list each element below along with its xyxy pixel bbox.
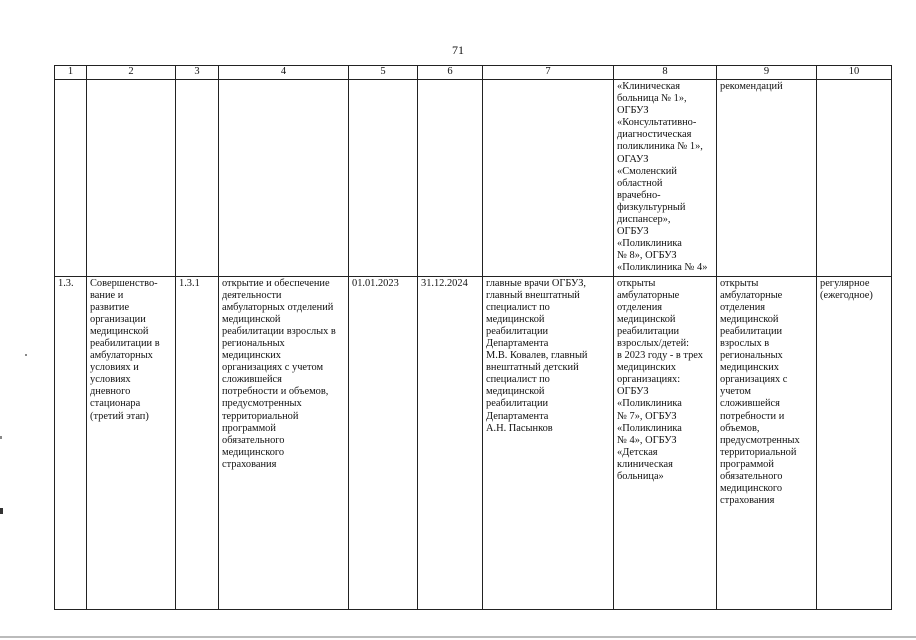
column-header: 8: [614, 66, 717, 80]
column-header: 4: [219, 66, 349, 80]
column-header: 6: [418, 66, 483, 80]
cell-result: открыты амбулаторные отделения медицинской реабилитации взрослых/детей: в 2023 году - в трех медицинских организациях: ОГБУЗ «Поликлиника № 7», ОГБУЗ «Поликлиника № 4», ОГБУЗ «Детская клиническая больница»: [614, 276, 717, 610]
cell-start-date: 01.01.2023: [349, 276, 418, 610]
cell-item-number: 1.3.1: [176, 276, 219, 610]
table-row-1-3: [55, 276, 892, 610]
cell-activity: открытие и обеспечение деятельности амбулаторных отделений медицинской реабилитации взрослых в региональных медицинских организациях с учетом сложившейся потребности и объемов, предусмотренных территориальной программой обязательного медицинского страхования: [219, 276, 349, 610]
cell-indicator: открыты амбулаторные отделения медицинской реабилитации взрослых в региональных медицинских организациях с учетом сложившейся потребности и объемов, предусмотренных территориальной программой обязательного медицинского страхования: [717, 276, 817, 610]
table-cell: [483, 80, 614, 277]
plan-table: [54, 65, 892, 610]
cell-frequency: регулярное (ежегодное): [817, 276, 892, 610]
column-header: 7: [483, 66, 614, 80]
column-header: 5: [349, 66, 418, 80]
table-cell: [55, 80, 87, 277]
column-header: 1: [55, 66, 87, 80]
column-header: 9: [717, 66, 817, 80]
scan-mark: [0, 436, 2, 439]
table-cell: [418, 80, 483, 277]
column-header: 10: [817, 66, 892, 80]
cell-section-number: 1.3.: [55, 276, 87, 610]
table-cell: [176, 80, 219, 277]
scan-mark: [25, 354, 27, 356]
cell-responsible: главные врачи ОГБУЗ, главный внештатный специалист по медицинской реабилитации Департамента М.В. Ковалев, главный внештатный детский специалист по медицинской реабилитации Департамента А.Н. Пасынков: [483, 276, 614, 610]
column-header: 2: [87, 66, 176, 80]
table-cell: [817, 80, 892, 277]
table-cell: [87, 80, 176, 277]
scan-edge: [0, 636, 916, 638]
scan-mark: [0, 508, 3, 514]
table-cell-organizations: «Клиническая больница № 1», ОГБУЗ «Консультативно- диагностическая поликлиника № 1», ОГАУЗ «Смоленский областной врачебно- физкультурный диспансер», ОГБУЗ «Поликлиника № 8», ОГБУЗ «Поликлиника № 4»: [614, 80, 717, 277]
table-row-continuation: [55, 80, 892, 277]
cell-end-date: 31.12.2024: [418, 276, 483, 610]
header-row: [55, 66, 892, 80]
table-cell: [219, 80, 349, 277]
table-cell-recommendations: рекомендаций: [717, 80, 817, 277]
column-header: 3: [176, 66, 219, 80]
table-cell: [349, 80, 418, 277]
page-number: 71: [452, 43, 464, 57]
cell-task: Совершенство- вание и развитие организации медицинской реабилитации в амбулаторных условиях и условиях дневного стационара (третий этап): [87, 276, 176, 610]
